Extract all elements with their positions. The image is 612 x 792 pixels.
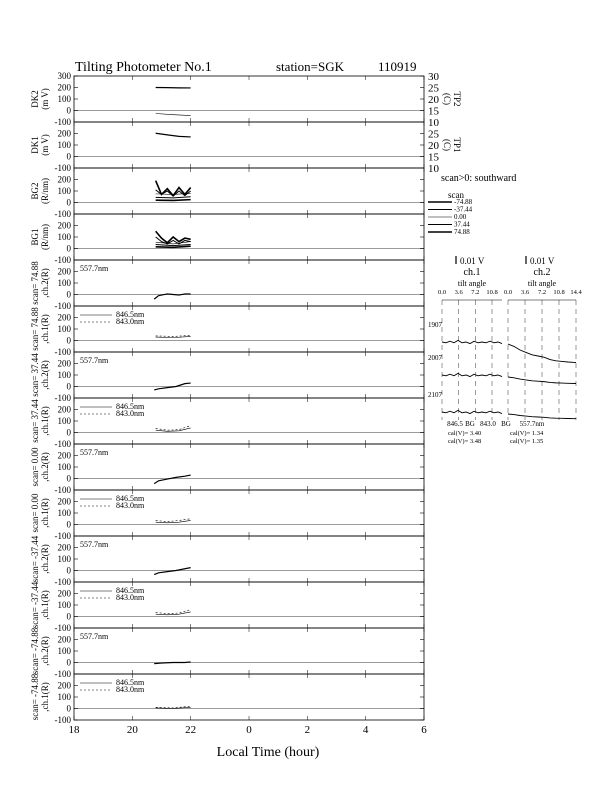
- y-tick-label: -100: [54, 163, 71, 173]
- scan-entry: -37.44: [454, 205, 473, 214]
- tp-label-line: TP1: [452, 137, 462, 153]
- x-tick-label: 0: [246, 724, 252, 736]
- y-tick-label: 200: [57, 266, 71, 277]
- tilt-tick-label: 14.4: [570, 289, 582, 296]
- panel-12: [30, 627, 424, 679]
- y-label-line: scan= 37.44: [30, 353, 40, 397]
- series-line: [156, 244, 191, 245]
- y-tick-label: 100: [57, 646, 71, 656]
- y-tick-label: 100: [57, 278, 71, 288]
- channel-title: ch.2: [533, 267, 551, 278]
- y-label-line: scan= 74.88: [30, 307, 40, 351]
- tilt-tick-label: 3.6: [520, 289, 530, 296]
- y-tick-label: 100: [57, 140, 71, 150]
- panel-4: [30, 260, 424, 311]
- legend-label: 843.0nm: [116, 593, 145, 602]
- y-tick-label: 300: [57, 71, 71, 81]
- y-tick-label: -100: [54, 255, 71, 265]
- y-axis-label: [30, 535, 50, 582]
- panel-13: [30, 673, 424, 725]
- tp-label-line: (C): [442, 93, 452, 105]
- y-tick-label: 0: [66, 151, 71, 162]
- tilt-tick-label: 3.6: [454, 289, 463, 296]
- panel-7: [30, 398, 424, 449]
- series-line: [156, 113, 191, 115]
- tp-axis-label: [442, 91, 462, 106]
- y-tick-label: 200: [57, 220, 71, 231]
- y-label-line: (m V): [40, 134, 50, 156]
- y-tick-label: 100: [57, 94, 71, 104]
- tilt-tick-label: 7.2: [471, 289, 480, 296]
- legend-label: 846.5nm: [116, 494, 145, 503]
- y-axis-label: [30, 178, 50, 204]
- tilt-axis-title: tilt angle: [457, 279, 487, 288]
- y-tick-label: 200: [57, 542, 71, 553]
- scan-entry: 0.00: [454, 213, 467, 221]
- x-tick-label: 18: [68, 724, 80, 736]
- y-tick-label: 200: [57, 634, 71, 645]
- y-tick-label: 200: [57, 358, 71, 369]
- tilt-tick-label: 0.0: [437, 289, 447, 296]
- scale-label: 0.01 V: [530, 256, 555, 266]
- tp-tick-label: 20: [428, 94, 439, 106]
- y-label-line: scan= 74.88: [30, 261, 40, 305]
- tp-tick-label: 25: [428, 128, 439, 141]
- x-tick-label: 6: [421, 724, 427, 736]
- scan-legend-heading: scan>0: southward: [441, 173, 517, 184]
- y-label-line: ,ch.1(R): [40, 406, 50, 436]
- y-label-line: DK2: [30, 90, 40, 108]
- y-tick-label: 100: [57, 416, 71, 426]
- y-tick-label: 0: [66, 289, 71, 300]
- series-line: [156, 426, 191, 431]
- y-tick-label: 0: [66, 197, 71, 208]
- ch2-cal-label: cal(V)= 1.35: [510, 438, 544, 445]
- scan-entry: 37.44: [454, 220, 470, 229]
- y-axis-label: [30, 307, 50, 351]
- wavelength-note: 557.7nm: [80, 356, 109, 365]
- y-tick-label: 0: [66, 105, 71, 116]
- y-tick-label: 100: [57, 370, 71, 380]
- tp-tick-label: 10: [428, 163, 439, 175]
- wavelength-note: 557.7nm: [80, 264, 109, 273]
- y-tick-label: 100: [57, 508, 71, 518]
- tp-tick-label: 10: [428, 117, 439, 129]
- y-label-line: ,ch.1(R): [40, 682, 50, 712]
- legend-label: 843.0nm: [116, 501, 145, 510]
- tilt-tick-label: 7.2: [537, 289, 547, 296]
- y-axis-label: [30, 581, 50, 628]
- y-label-line: ,ch.2(R): [40, 636, 50, 666]
- y-label-line: (R/nm): [40, 178, 50, 204]
- ch1-tilt-profile: [442, 340, 502, 343]
- y-axis-label: [30, 88, 50, 110]
- y-label-line: scan= -37.44: [30, 535, 40, 583]
- y-label-line: scan= -74.88: [30, 673, 40, 721]
- panel-frame: [74, 444, 424, 490]
- y-tick-label: 0: [66, 335, 71, 346]
- ch1-wavelength-label: BG: [501, 420, 511, 428]
- ch1-tilt-profile: [442, 373, 502, 376]
- y-tick-label: -100: [54, 439, 71, 449]
- y-label-line: scan= -74.88: [30, 627, 40, 675]
- x-tick-label: 20: [126, 724, 138, 736]
- tilt-inset: [428, 256, 582, 445]
- ch2-cal-label: cal(V)= 1.34: [510, 430, 544, 437]
- scan-legend-title: scan: [448, 190, 464, 200]
- y-tick-label: 0: [66, 519, 71, 530]
- series-line: [156, 200, 191, 201]
- y-tick-label: 0: [66, 657, 71, 668]
- ch1-wavelength-label: BG: [465, 420, 475, 428]
- y-tick-label: 0: [66, 427, 71, 438]
- y-axis-label: [30, 493, 50, 533]
- y-label-line: BG2: [30, 182, 40, 200]
- panel-stack: [30, 71, 462, 725]
- panel-frame: [74, 168, 424, 214]
- y-tick-label: -100: [54, 485, 71, 495]
- legend-label: 846.5nm: [116, 310, 145, 319]
- y-tick-label: 0: [66, 611, 71, 622]
- wavelength-note: 557.7nm: [80, 448, 109, 457]
- panel-9: [30, 490, 424, 541]
- y-tick-label: -100: [54, 209, 71, 219]
- y-tick-label: -100: [54, 623, 71, 633]
- scan-legend: [428, 198, 473, 236]
- panel-1: [30, 122, 462, 175]
- panel-frame: [74, 76, 424, 122]
- panel-frame: [74, 352, 424, 398]
- y-tick-label: -100: [54, 669, 71, 679]
- y-tick-label: -100: [54, 577, 71, 587]
- y-label-line: ,ch.1(R): [40, 314, 50, 344]
- y-tick-label: 0: [66, 703, 71, 714]
- y-tick-label: -100: [54, 347, 71, 357]
- panel-2: [30, 168, 424, 219]
- y-label-line: ,ch.1(R): [40, 590, 50, 620]
- time-label: 2007: [428, 354, 442, 362]
- legend-label: 846.5nm: [116, 586, 145, 595]
- y-tick-label: 100: [57, 462, 71, 472]
- ch1-cal-label: cal(V)= 3.40: [448, 430, 482, 437]
- y-tick-label: -100: [54, 301, 71, 311]
- y-tick-label: 200: [57, 128, 71, 139]
- series-line: [156, 246, 191, 247]
- y-tick-label: 100: [57, 186, 71, 196]
- y-label-line: (R/nm): [40, 224, 50, 250]
- y-tick-label: 100: [57, 324, 71, 334]
- ch1-tilt-profile: [442, 410, 502, 413]
- series-line: [154, 294, 190, 299]
- tilt-tick-label: 10.8: [486, 289, 498, 296]
- scan-entry: 74.88: [454, 228, 470, 236]
- scan-entry: -74.88: [454, 198, 473, 206]
- legend-label: 846.5nm: [116, 678, 145, 687]
- series-line: [156, 335, 191, 336]
- panel-frame: [74, 122, 424, 168]
- y-tick-label: 200: [57, 404, 71, 415]
- y-tick-label: 100: [57, 600, 71, 610]
- y-tick-label: 0: [66, 473, 71, 484]
- y-tick-label: 200: [57, 82, 71, 93]
- y-tick-label: -100: [54, 531, 71, 541]
- legend-label: 843.0nm: [116, 409, 145, 418]
- y-axis-label: [30, 224, 50, 250]
- y-label-line: ,ch.1(R): [40, 498, 50, 528]
- series-line: [154, 662, 190, 664]
- y-label-line: ,ch.2(R): [40, 544, 50, 574]
- y-label-line: scan= 37.44: [30, 399, 40, 443]
- legend-label: 843.0nm: [116, 685, 145, 694]
- y-axis-label: [30, 134, 50, 156]
- tp-axis-label: [442, 137, 462, 152]
- y-tick-label: 200: [57, 174, 71, 185]
- tp-tick-label: 20: [428, 140, 439, 152]
- tilt-tick-label: 10.8: [553, 289, 565, 296]
- series-line: [156, 133, 191, 137]
- y-tick-label: 200: [57, 312, 71, 323]
- series-line: [154, 475, 190, 484]
- series-line: [154, 568, 190, 575]
- panel-frame: [74, 260, 424, 306]
- y-label-line: ,ch.2(R): [40, 452, 50, 482]
- panel-8: [30, 444, 424, 495]
- ch1-wavelength-label: 843.0: [480, 420, 496, 428]
- time-label: 2107: [428, 391, 442, 399]
- y-tick-label: 100: [57, 232, 71, 242]
- wavelength-note: 557.7nm: [80, 632, 109, 641]
- panel-5: [30, 306, 424, 357]
- tp-label-line: (C): [442, 139, 452, 151]
- y-tick-label: 200: [57, 496, 71, 507]
- ch1-cal-label: cal(V)= 3.48: [448, 438, 482, 445]
- y-axis-label: [30, 261, 50, 305]
- y-label-line: DK1: [30, 136, 40, 154]
- series-line: [156, 242, 191, 244]
- y-label-line: ,ch.2(R): [40, 268, 50, 298]
- x-tick-label: 2: [304, 724, 311, 736]
- tp-label-line: TP2: [452, 91, 462, 107]
- tp-tick-label: 30: [428, 71, 439, 83]
- ch1-wavelength-label: 846.5: [447, 420, 463, 428]
- panel-frame: [74, 628, 424, 674]
- y-axis-label: [30, 353, 50, 397]
- tilt-axis-title: tilt angle: [527, 279, 557, 288]
- y-axis-label: [30, 673, 50, 720]
- date-label: 110919: [378, 59, 417, 74]
- legend-label: 843.0nm: [116, 317, 145, 326]
- y-tick-label: 200: [57, 680, 71, 691]
- panel-3: [30, 214, 424, 265]
- y-label-line: BG1: [30, 228, 40, 246]
- y-tick-label: -100: [54, 393, 71, 403]
- tp-tick-label: 25: [428, 82, 439, 95]
- y-axis-label: [30, 447, 50, 487]
- legend-label: 846.5nm: [116, 402, 145, 411]
- scale-label: 0.01 V: [460, 256, 485, 266]
- x-axis: [69, 724, 428, 736]
- x-axis-label: Local Time (hour): [216, 745, 320, 760]
- ch2-wavelength-label: 557.7nm: [519, 420, 545, 428]
- y-tick-label: -100: [54, 715, 71, 725]
- y-tick-label: 100: [57, 692, 71, 702]
- y-label-line: scan= 0.00: [30, 447, 40, 487]
- panel-6: [30, 352, 424, 403]
- panel-0: [30, 71, 462, 129]
- y-tick-label: -100: [54, 117, 71, 127]
- x-tick-label: 4: [362, 724, 369, 736]
- y-tick-label: 100: [57, 554, 71, 564]
- station-label: station=SGK: [276, 59, 345, 74]
- series-line: [156, 197, 191, 198]
- y-tick-label: 0: [66, 243, 71, 254]
- y-axis-label: [30, 399, 50, 443]
- tilt-tick-label: 0.0: [503, 289, 513, 296]
- y-tick-label: 200: [57, 588, 71, 599]
- y-label-line: ,ch.2(R): [40, 360, 50, 390]
- y-label-line: scan= 0.00: [30, 493, 40, 533]
- y-axis-label: [30, 627, 50, 674]
- channel-title: ch.1: [463, 267, 481, 278]
- time-label: 1907: [428, 321, 442, 329]
- tp-tick-label: 15: [428, 105, 439, 118]
- panel-10: [30, 535, 424, 587]
- panel-frame: [74, 536, 424, 582]
- y-tick-label: 0: [66, 565, 71, 576]
- panel-frame: [74, 214, 424, 260]
- figure-title: Tilting Photometer No.1: [75, 60, 212, 75]
- y-label-line: scan= -37.44: [30, 581, 40, 629]
- y-tick-label: 0: [66, 381, 71, 392]
- panel-11: [30, 581, 424, 633]
- tp-tick-label: 15: [428, 151, 439, 164]
- y-tick-label: 200: [57, 450, 71, 461]
- wavelength-note: 557.7nm: [80, 540, 109, 549]
- x-tick-label: 22: [185, 724, 197, 736]
- y-label-line: (m V): [40, 88, 50, 110]
